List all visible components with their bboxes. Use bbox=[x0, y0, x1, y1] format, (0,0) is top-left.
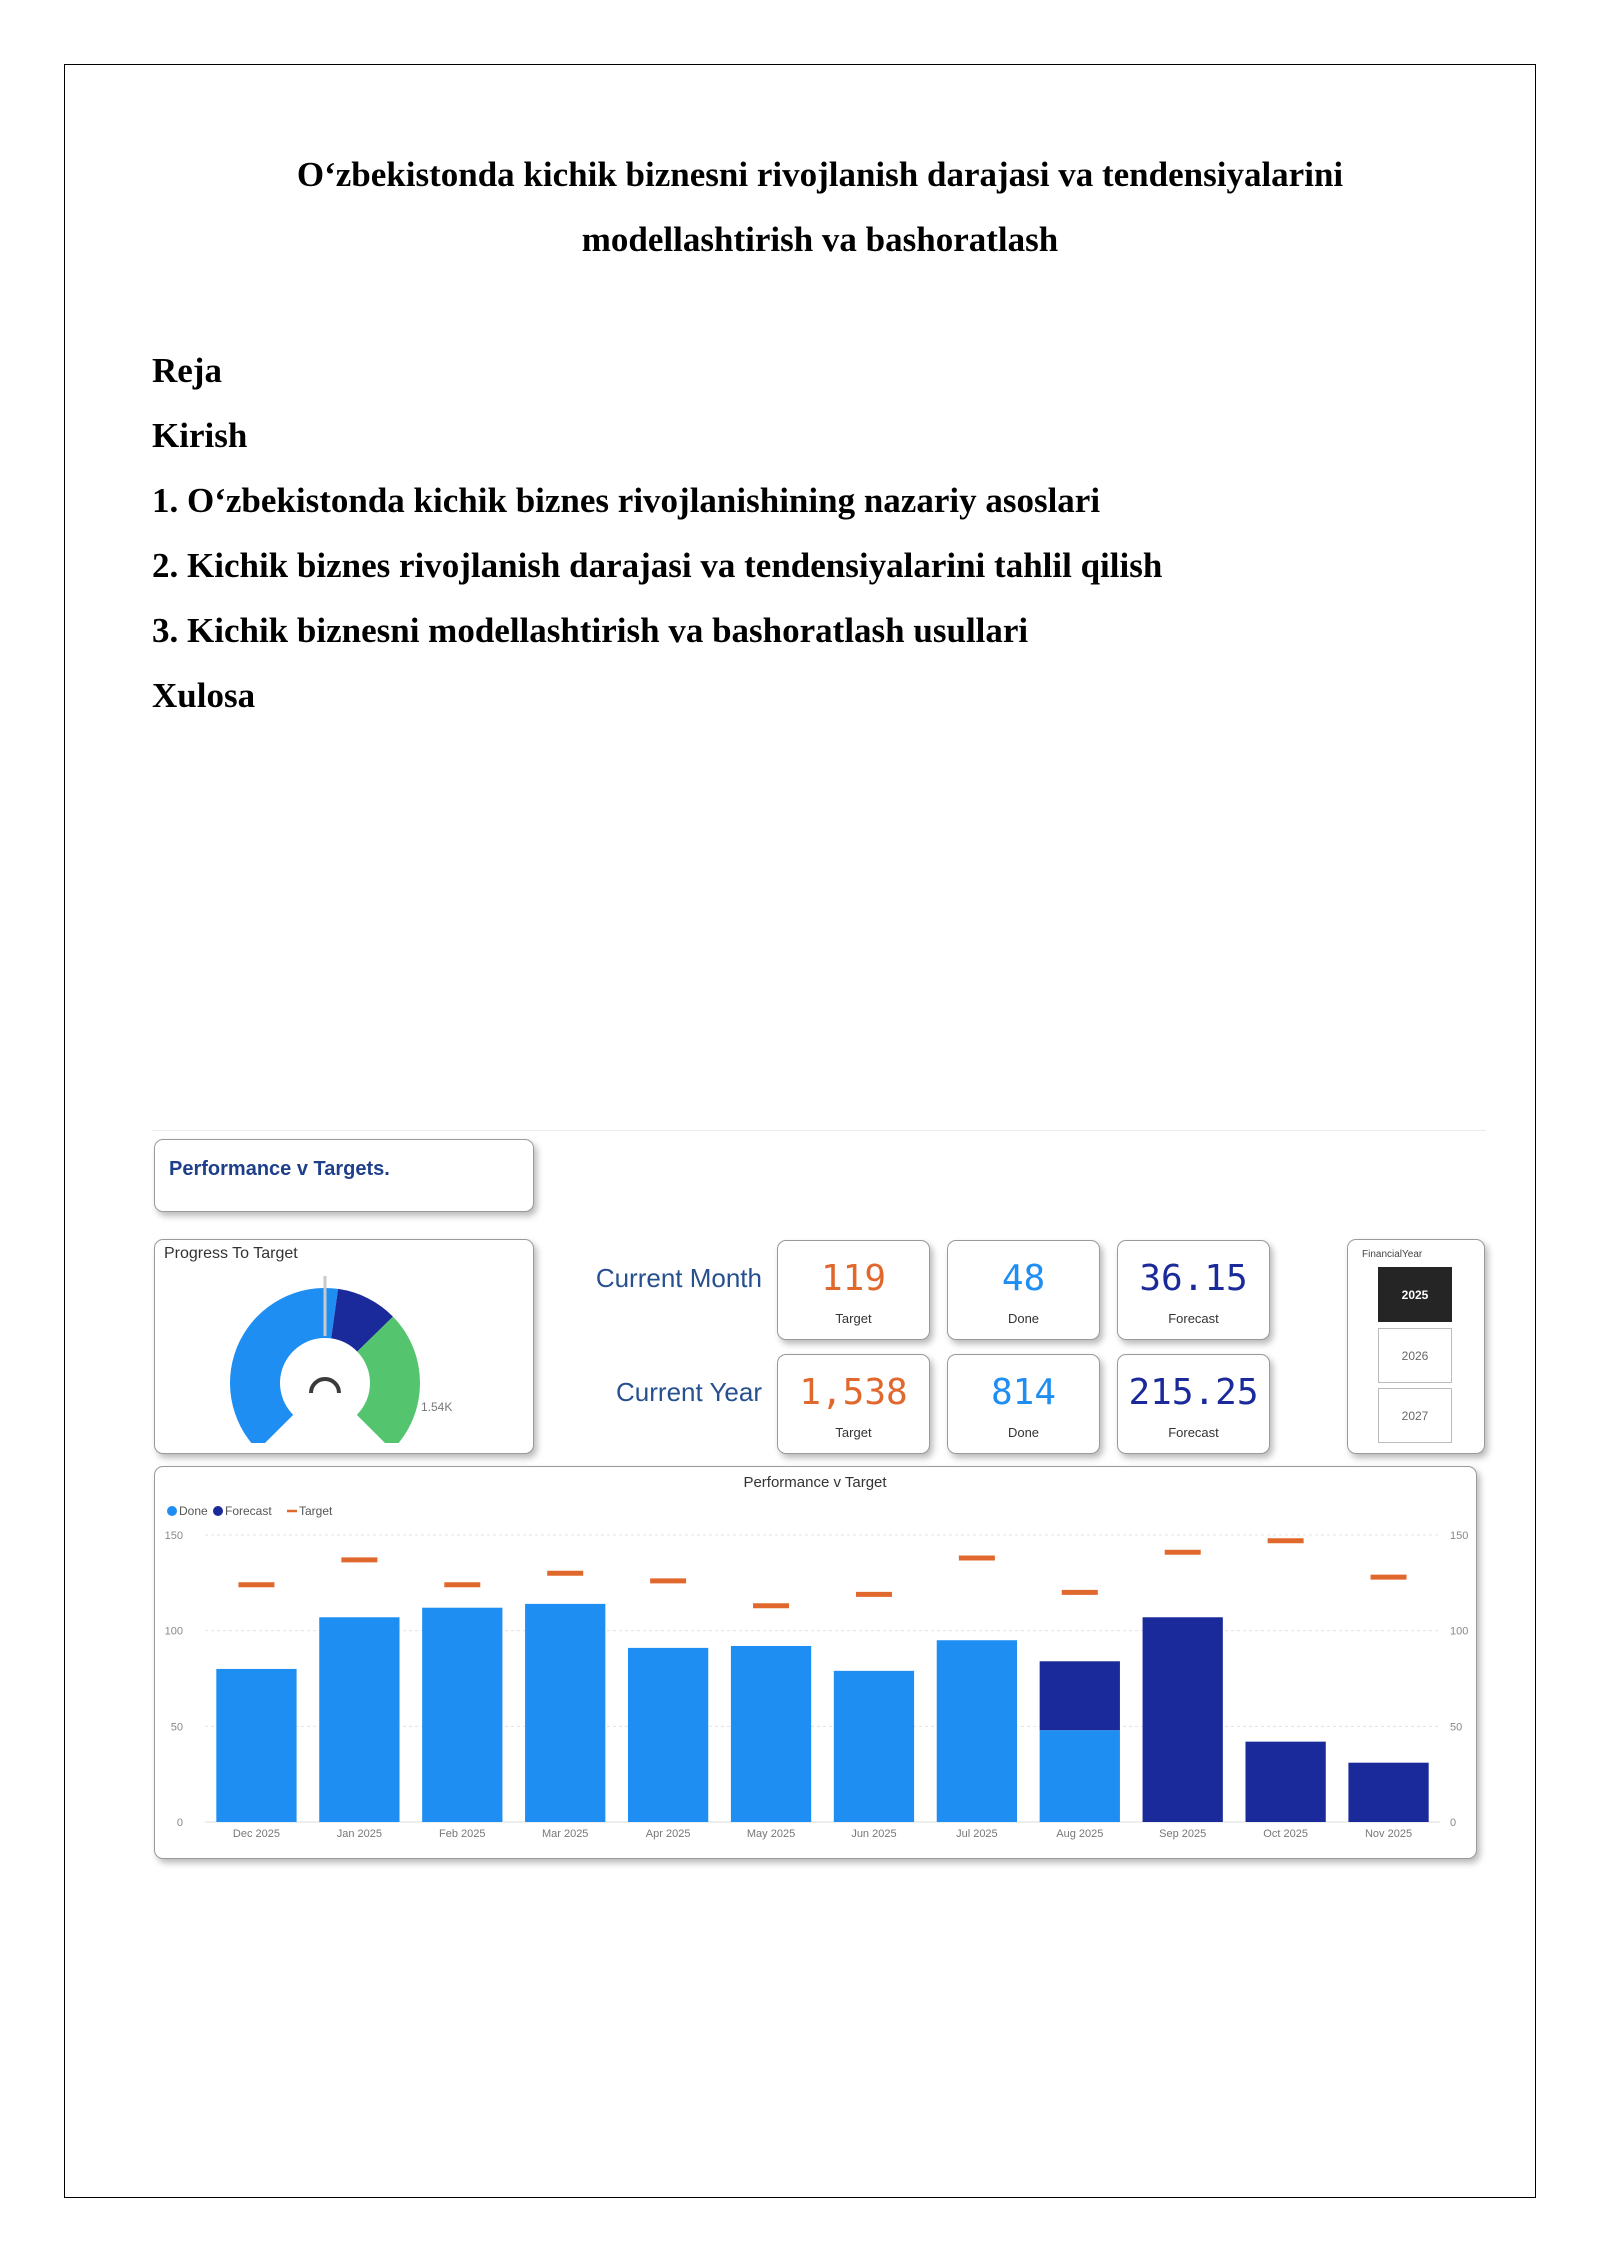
toc-item-chapter-1: 1. O‘zbekistonda kichik biznes rivojlanishining nazariy asoslari bbox=[152, 481, 1101, 520]
gauge-title: Progress To Target bbox=[164, 1245, 298, 1262]
y-tick-label-left: 150 bbox=[164, 1530, 183, 1542]
bar-forecast bbox=[1348, 1763, 1428, 1822]
progress-gauge-card bbox=[154, 1239, 534, 1454]
toc-item-plan: Reja bbox=[152, 351, 222, 390]
legend-marker-done bbox=[167, 1506, 177, 1516]
x-tick-label: Sep 2025 bbox=[1159, 1828, 1207, 1840]
month-done-label: Done bbox=[1007, 1311, 1040, 1326]
chart-title: Performance v Target bbox=[743, 1474, 887, 1491]
x-tick-label: May 2025 bbox=[746, 1828, 796, 1840]
bar-forecast bbox=[1245, 1742, 1325, 1822]
legend-label-forecast: Forecast bbox=[225, 1504, 272, 1518]
month-target-value: 119 bbox=[820, 1258, 887, 1299]
x-tick-label: Apr 2025 bbox=[645, 1828, 691, 1840]
document-title bbox=[200, 142, 1440, 272]
month-done-value: 48 bbox=[1001, 1258, 1046, 1299]
financial-year-option-2027[interactable]: 2027 bbox=[1378, 1388, 1452, 1443]
x-tick-label: Dec 2025 bbox=[232, 1828, 281, 1840]
y-tick-label-left: 50 bbox=[170, 1721, 183, 1734]
y-tick-label-right: 100 bbox=[1450, 1625, 1469, 1638]
bar-done bbox=[216, 1669, 296, 1822]
dashboard-title: Performance v Targets. bbox=[169, 1158, 390, 1180]
year-target-value: 1,538 bbox=[799, 1372, 908, 1413]
x-tick-label: Mar 2025 bbox=[541, 1828, 589, 1840]
bar-done bbox=[319, 1617, 399, 1822]
toc-item-chapter-2: 2. Kichik biznes rivojlanish darajasi va tendensiyalarini tahlil qilish bbox=[152, 546, 1163, 585]
year-done-label: Done bbox=[1007, 1425, 1040, 1440]
dashboard-top-divider bbox=[152, 1130, 1486, 1131]
y-tick-label-left: 100 bbox=[164, 1625, 183, 1638]
month-forecast-card bbox=[1117, 1240, 1270, 1340]
financial-year-slicer bbox=[1347, 1239, 1485, 1454]
dashboard-image bbox=[152, 1130, 1486, 1870]
legend-marker-forecast bbox=[213, 1506, 223, 1516]
bar-done bbox=[422, 1608, 502, 1822]
x-tick-label: Feb 2025 bbox=[439, 1828, 486, 1840]
gauge-max-label: 1.54K bbox=[421, 1400, 453, 1414]
x-tick-label: Jul 2025 bbox=[956, 1828, 998, 1840]
title-line-1: O‘zbekistonda kichik biznesni rivojlanish darajasi va tendensiyalarini bbox=[296, 155, 1344, 194]
toc-item-introduction: Kirish bbox=[152, 416, 248, 455]
y-tick-label-right: 0 bbox=[1450, 1817, 1457, 1829]
current-month-label: Current Month bbox=[595, 1263, 762, 1293]
year-forecast-label: Forecast bbox=[1168, 1425, 1219, 1440]
x-tick-label: Jan 2025 bbox=[336, 1828, 383, 1840]
chart-legend bbox=[167, 1504, 333, 1518]
financial-year-option-2026[interactable]: 2026 bbox=[1378, 1328, 1452, 1383]
year-forecast-card bbox=[1117, 1354, 1270, 1454]
toc-item-conclusion: Xulosa bbox=[152, 676, 256, 715]
bar-done bbox=[628, 1648, 708, 1822]
performance-chart bbox=[155, 1467, 1475, 1857]
progress-gauge bbox=[215, 1268, 435, 1443]
chart-bars bbox=[216, 1541, 1428, 1822]
financial-year-option-2025[interactable]: 2025 bbox=[1378, 1267, 1452, 1322]
x-tick-label: Oct 2025 bbox=[1263, 1828, 1308, 1840]
y-tick-label-right: 150 bbox=[1450, 1530, 1469, 1542]
month-forecast-label: Forecast bbox=[1168, 1311, 1219, 1326]
chart-x-axis bbox=[233, 1828, 1412, 1840]
financial-year-title: FinancialYear bbox=[1362, 1249, 1423, 1260]
current-year-label: Current Year bbox=[616, 1377, 762, 1407]
year-target-card bbox=[777, 1354, 930, 1454]
performance-header-card bbox=[154, 1139, 534, 1212]
bar-done bbox=[525, 1604, 605, 1822]
bar-done bbox=[834, 1671, 914, 1822]
month-target-card bbox=[777, 1240, 930, 1340]
y-tick-label-right: 50 bbox=[1450, 1721, 1463, 1734]
month-done-card bbox=[947, 1240, 1100, 1340]
performance-chart-card bbox=[154, 1466, 1477, 1859]
x-tick-label: Nov 2025 bbox=[1364, 1828, 1413, 1840]
x-tick-label: Jun 2025 bbox=[851, 1828, 897, 1840]
year-done-value: 814 bbox=[990, 1372, 1057, 1413]
gauge-done-arc bbox=[230, 1288, 338, 1443]
title-line-2: modellashtirish va bashoratlash bbox=[581, 220, 1059, 259]
legend-label-target: Target bbox=[299, 1504, 333, 1518]
month-target-label: Target bbox=[835, 1311, 872, 1326]
year-target-label: Target bbox=[835, 1425, 872, 1440]
bar-done bbox=[731, 1646, 811, 1822]
bar-done bbox=[937, 1640, 1017, 1822]
bar-forecast bbox=[1040, 1661, 1120, 1730]
toc-item-chapter-3: 3. Kichik biznesni modellashtirish va bashoratlash usullari bbox=[152, 611, 1029, 650]
month-forecast-value: 36.15 bbox=[1139, 1258, 1248, 1299]
bar-done bbox=[1040, 1730, 1120, 1822]
year-forecast-value: 215.25 bbox=[1128, 1372, 1259, 1413]
table-of-contents bbox=[152, 338, 1162, 728]
y-tick-label-left: 0 bbox=[176, 1817, 183, 1829]
year-done-card bbox=[947, 1354, 1100, 1454]
gauge-hub bbox=[311, 1379, 339, 1393]
legend-label-done: Done bbox=[179, 1504, 208, 1518]
x-tick-label: Aug 2025 bbox=[1056, 1828, 1104, 1840]
bar-forecast bbox=[1143, 1617, 1223, 1822]
